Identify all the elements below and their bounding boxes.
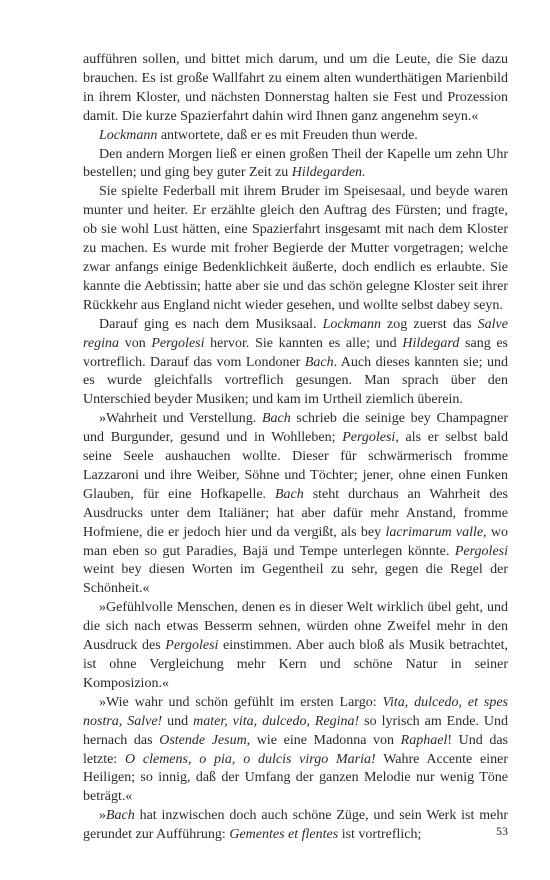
text-run: »Gefühlvolle Menschen, denen es in dieser Welt wirklich übel geht, und die sich nach etwas Besserm sehnen, würden ohne Zweifel mehr in den Ausdruck des — [83, 600, 508, 654]
paragraph — [83, 807, 508, 845]
italic-text: Pergolesi — [342, 430, 396, 446]
italic-text: Bach — [261, 411, 291, 427]
text-run: hat inzwischen doch auch schöne Züge, und sein Werk ist mehr gerundet zur Aufführung: — [83, 808, 508, 843]
text-run: Sie spielte Federball mit ihrem Bruder im Speisesaal, und beyde waren munter und heiter. Er erzählte gleich den Auftrag des Fürsten; und fragte, ob sie wohl Lust hätten, eine Spazierfahrt insgesamt mit nach dem Kloster zu machen. Es wurde mit froher Begierde der Mutter vorgetragen; welche zwar anfangs einige Bedenklichkeit äußerte, doch endlich es erlaubte. Sie kannte die Aebtissin; hatte aber sie und das schön gelegne Kloster seit ihrer Rückkehr aus England nicht wieder gesehen, und wollte selbst dabey seyn. — [83, 184, 508, 313]
text-run: schrieb die seinige bey Champagner und Burgunder, gesund und in Wohlleben; — [83, 411, 508, 446]
text-run: weint bey diesen Worten im Gegentheil zu sehr, gegen die Regel der Schönheit.« — [83, 562, 508, 597]
italic-text: Bach — [106, 808, 135, 824]
italic-text: Hildegarden. — [291, 165, 366, 181]
text-run: steht durchaus an Wahrheit des Ausdrucks unter dem Italiäner; hat aber dafür mehr Anstand, fromme Hofmiene, die er jedoch hier und da vergißt, als bey — [83, 486, 508, 540]
text-run: antwortete, daß er es mit Freuden thun werde. — [157, 127, 418, 143]
page-number: 53 — [496, 824, 508, 838]
text-run: aufführen sollen, und bittet mich darum, und um die Leute, die Sie dazu brauchen. Es ist große Wallfahrt zu einem alten wunderthätigen Marienbild in ihrem Kloster, und nächsten Donnerstag halten sie Fest und Prozession damit. Die kurze Spazierfahrt dahin wird Ihnen ganz angenehm seyn.« — [83, 52, 508, 124]
text-run: »Wahrheit und Verstellung. — [99, 411, 262, 427]
text-run: zog zuerst das — [380, 316, 478, 332]
italic-text: Lockmann — [322, 316, 381, 332]
italic-text: Bach — [275, 486, 304, 502]
italic-text: Lockmann — [99, 127, 158, 143]
text-run: Den andern Morgen ließ er einen großen Theil der Kapelle um zehn Uhr bestellen; und ging bey guter Zeit zu — [83, 146, 508, 181]
text-run: , als er selbst bald seine Seele aushauchen wollte. Dieser für schwärmerisch fromme Lazzaroni und ihre Weiber, Söhne und Töchter; jener, ohne einen Funken Glauben, für eine Hofkapelle. — [83, 430, 508, 502]
italic-text: O clemens, o pia, o dulcis virgo Maria! — [124, 751, 376, 767]
italic-text: mater, vita, dulcedo, Regina! — [193, 713, 360, 729]
body-text — [83, 51, 508, 845]
italic-text: Salve regina — [83, 316, 508, 351]
text-run: hervor. Sie kannten es alle; und — [204, 335, 403, 351]
paragraph — [83, 51, 508, 127]
paragraph — [83, 183, 508, 315]
text-run: ist vortreflich; — [338, 827, 422, 843]
paragraph — [83, 694, 508, 807]
italic-text: Bach — [304, 354, 334, 370]
text-run: ! Und das letzte: — [83, 732, 508, 767]
paragraph — [83, 146, 508, 184]
italic-text: lacrimarum valle, — [385, 524, 487, 540]
italic-text: Raphael — [400, 732, 448, 748]
text-run: »Wie wahr und schön gefühlt im ersten Largo: — [99, 694, 383, 710]
paragraph — [83, 127, 508, 146]
text-run: wo man eben so gut Paradies, Bajä und Tempe unterlegen könnte. — [83, 524, 508, 559]
text-run: so lyrisch am Ende. Und hernach das — [83, 713, 509, 748]
paragraph — [83, 599, 508, 694]
text-run: » — [99, 808, 106, 824]
italic-text: Ostende Jesum, — [159, 732, 251, 748]
text-run: Wahre Accente einer Heiligen; so innig, daß der Umfang der ganzen Melodie nur wenig Töne beträgt.« — [83, 751, 508, 805]
paragraph — [83, 316, 508, 411]
text-run: Darauf ging es nach dem Musiksaal. — [99, 316, 323, 332]
text-run: einstimmen. Aber auch bloß als Musik betrachtet, ist ohne Vergleichung mehr Kern und schöne Natur in seiner Komposizion.« — [83, 638, 508, 691]
text-run: und — [162, 713, 194, 729]
text-run: . Auch dieses kannten sie; und es wurde gleichfalls vortreflich gesungen. Man sprach über den Unterschied beyder Musiken; und kam im Urtheil ziemlich überein. — [83, 354, 508, 408]
text-run: von — [119, 335, 152, 351]
text-run: sang es vortreflich. Darauf das vom Londoner — [83, 335, 509, 370]
italic-text: Vita, dulcedo, et spes nostra, Salve! — [83, 694, 508, 729]
paragraph — [83, 410, 508, 599]
italic-text: Pergolesi — [454, 543, 508, 559]
italic-text: Hildegard — [402, 335, 460, 351]
italic-text: Gementes et flentes — [229, 827, 339, 843]
italic-text: Pergolesi — [151, 335, 205, 351]
italic-text: Pergolesi — [165, 638, 219, 654]
text-run: wie eine Madonna von — [250, 732, 401, 748]
